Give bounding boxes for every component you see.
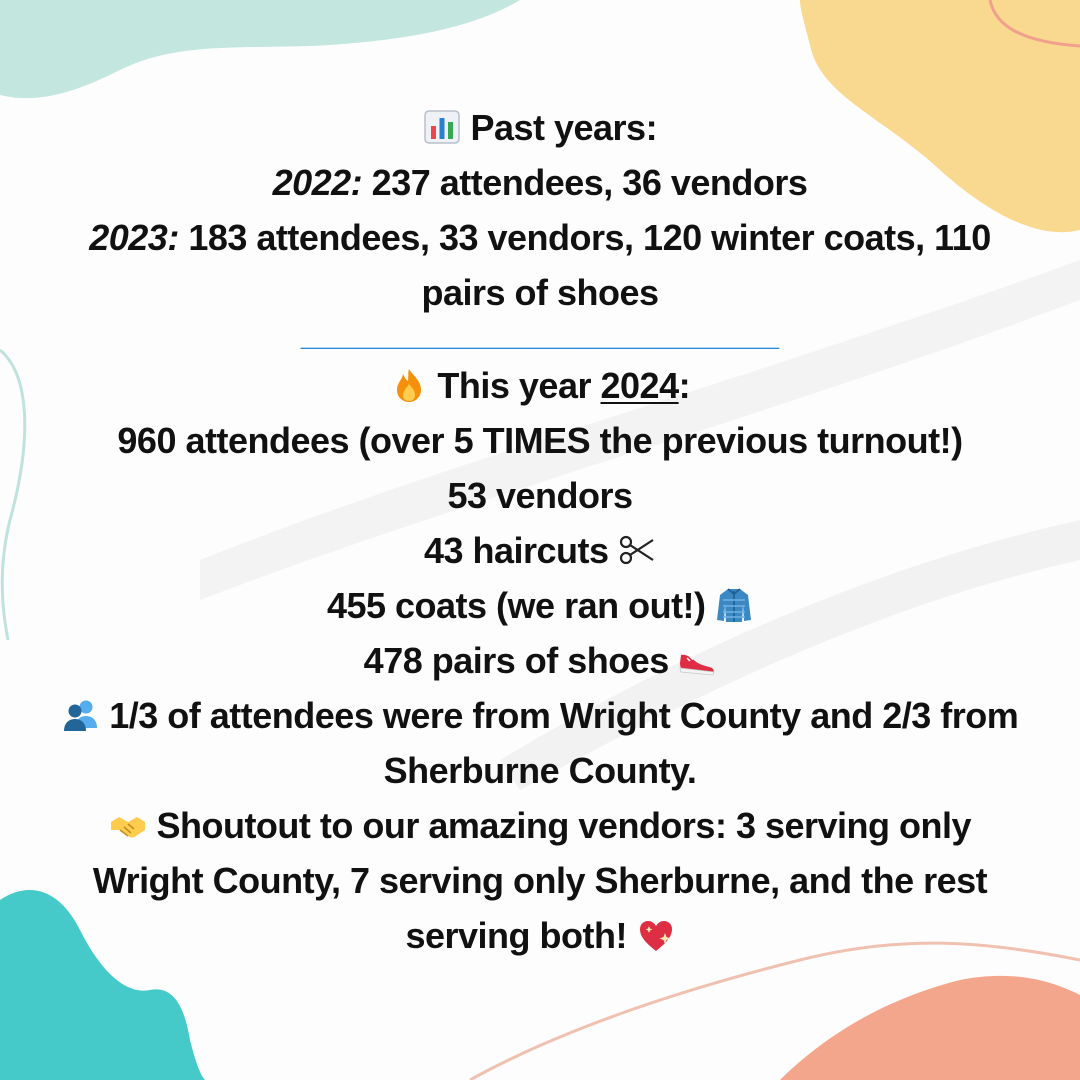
shoes-text: 478 pairs of shoes bbox=[363, 640, 679, 681]
coats-text: 455 coats (we ran out!) bbox=[326, 585, 716, 626]
year-2022-line bbox=[0, 155, 1080, 210]
peach-blob bbox=[780, 976, 1080, 1080]
counties-text: 1/3 of attendees were from Wright County and 2/3 from Sherburne County. bbox=[99, 695, 1019, 791]
haircuts-text: 43 haircuts bbox=[423, 530, 619, 571]
post-body bbox=[0, 100, 1080, 963]
shoutout-line bbox=[60, 798, 1020, 963]
past-years-label: Past years: bbox=[470, 107, 658, 148]
sparkling-heart-icon bbox=[637, 916, 675, 954]
this-year-value: 2024 bbox=[600, 365, 679, 406]
this-year-suffix: : bbox=[678, 365, 691, 406]
sneaker-icon bbox=[678, 641, 716, 679]
shoutout-text: Shoutout to our amazing vendors: 3 serving only Wright County, 7 serving only Sherburne, and the rest serving both! bbox=[92, 805, 988, 956]
people-icon bbox=[62, 696, 100, 734]
year-2023-label: 2023: bbox=[89, 217, 179, 258]
year-2022-stats: 237 attendees, 36 vendors bbox=[362, 162, 808, 203]
divider-line: ___________________________________________ bbox=[300, 328, 780, 350]
counties-line bbox=[60, 688, 1020, 798]
year-2023-stats: 183 attendees, 33 vendors, 120 winter coats, 110 pairs of shoes bbox=[178, 217, 991, 313]
year-2022-label: 2022: bbox=[272, 162, 363, 203]
this-year-heading bbox=[0, 358, 1080, 413]
mint-blob bbox=[0, 0, 520, 98]
this-year-prefix: This year bbox=[427, 365, 601, 406]
coats-line bbox=[0, 578, 1080, 633]
past-years-heading bbox=[0, 100, 1080, 155]
coat-icon bbox=[715, 586, 753, 624]
handshake-icon bbox=[109, 806, 147, 844]
fire-icon bbox=[390, 366, 428, 404]
bar-chart-icon bbox=[423, 108, 461, 146]
vendors-line: 53 vendors bbox=[447, 475, 633, 516]
attendees-line: 960 attendees (over 5 TIMES the previous turnout!) bbox=[117, 420, 963, 461]
scissors-icon bbox=[618, 531, 656, 569]
haircuts-line bbox=[0, 523, 1080, 578]
year-2023-line bbox=[60, 210, 1020, 320]
shoes-line bbox=[0, 633, 1080, 688]
